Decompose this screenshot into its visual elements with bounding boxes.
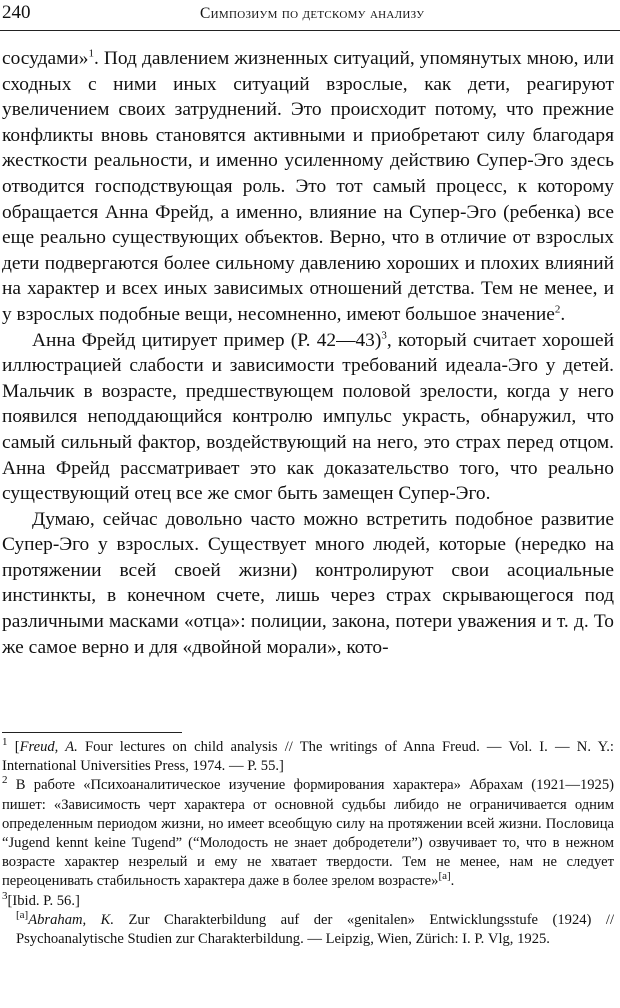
footnote-1-lead: [ <box>7 739 20 755</box>
footnote-ref-3[interactable]: 3 <box>381 329 387 342</box>
footnote-3 <box>2 889 614 911</box>
paragraph-1-text-c: . <box>560 303 566 325</box>
footnote-2-mark: 2 <box>2 774 8 787</box>
footnote-2-text-b: . <box>450 873 455 890</box>
footnote-1-author: Freud, A. <box>19 739 78 755</box>
paragraph-3: Думаю, сейчас довольно часто можно встретить подобное развитие Супер-Эго у взрослых. Существует много людей, которые (нередко на протяжении всей своей жизни) контролируют свои асоциальные инстинкты, в конечном счете, лишь через страх скрывающегося под различными масками «отца»: полиции, закона, потери уважения и т. д. То же самое верно и для «двойной морали», кото- <box>2 508 614 658</box>
footnote-a <box>2 908 614 949</box>
paragraph-2 <box>2 328 614 507</box>
endnote-ref-a[interactable]: [a] <box>438 870 451 883</box>
footnotes <box>2 738 614 949</box>
footnote-1 <box>2 738 614 776</box>
paragraph-1-text-a: сосудами» <box>2 48 89 69</box>
page-header <box>0 0 620 31</box>
paragraph-2-text-b: , который считает хорошей иллюстрацией слабости и зависимости требований идеала-Эго у детей. Мальчик в возрасте, предшествующем половой зрелости, когда у него появился неподдающийся контролю импульс украсть, обнаружил, что самый сильный фактор, воздействующий на него, это страх перед отцом. Анна Фрейд рассматривает это как доказательство того, что реально существующий отец все же смог быть замещен Супер-Эго. <box>2 329 614 505</box>
footnote-3-mark: 3 <box>2 889 8 902</box>
footnote-a-text: Zur Charakterbildung auf der «genitalen» Entwicklungsstufe (1924) // Psychoanalytische Studien zur Charakterbildung. — Leipzig, Wien, Zürich: I. Р. Vlg, 1925. <box>16 911 614 948</box>
footnote-1-mark: 1 <box>2 736 8 749</box>
main-text <box>2 46 614 660</box>
paragraph-1-text-b: . Под давлением жизненных ситуаций, упомянутых мною, или сходных с ними иных ситуаций взрослые, как дети, реагируют увеличением своих затруднений. Это происходит потому, что прежние конфликты вновь становятся активными и приобретают силу благодаря жесткости реальности, и именно усиленному действию Супер-Эго здесь отводится господствующая роль. Это тот самый процесс, к которому обращается Анна Фрейд, а именно, влияние на Супер-Эго (ребенка) все еще реально существующих объектов. Верно, что в отличие от взрослых дети подвергаются более сильному давлению хороших и плохих влияний на характер и всех иных зависимых отношений детства. Тем не менее, и у взрослых подобные вещи, несомненно, имеют большое значение <box>2 48 614 325</box>
footnote-2 <box>2 776 614 891</box>
running-title: Симпозиум по детскому анализу <box>200 5 425 22</box>
page-number: 240 <box>2 2 31 23</box>
footnote-ref-2[interactable]: 2 <box>554 303 561 316</box>
paragraph-2-text-a: Анна Фрейд цитирует пример (Р. 42—43) <box>32 329 382 351</box>
footnote-1-text: Four lectures on child analysis // The writings of Anna Freud. — Vol. I. — N. Y.: International Universities Press, 1974. — Р. 55.] <box>2 739 614 775</box>
footnote-3-text: [Ibid. Р. 56.] <box>7 892 80 909</box>
footnote-a-mark: [a] <box>16 908 29 921</box>
paragraph-1 <box>2 46 614 328</box>
footnote-ref-1[interactable]: 1 <box>88 47 94 60</box>
footnote-divider <box>2 732 182 733</box>
footnote-a-author: Abraham, K. <box>28 911 115 928</box>
footnote-2-text-a: В работе «Психоаналитическое изучение формирования характера» Абрахам (1921—1925) пишет: «Зависимость черт характера от основной судьбы либидо не ограничивается одним определенным периодом жизни, но имеет всеобщую силу на протяжении всей жизни. Пословица “Jugend kennt keine Tugend” (“Молодость не знает добродетели”) озвучивает то, что в нежном возрасте характер незрелый и ему не хватает твердости. Тем не менее, нам не следует переоценивать стабильность характера даже в более зрелом возрасте» <box>2 777 614 890</box>
